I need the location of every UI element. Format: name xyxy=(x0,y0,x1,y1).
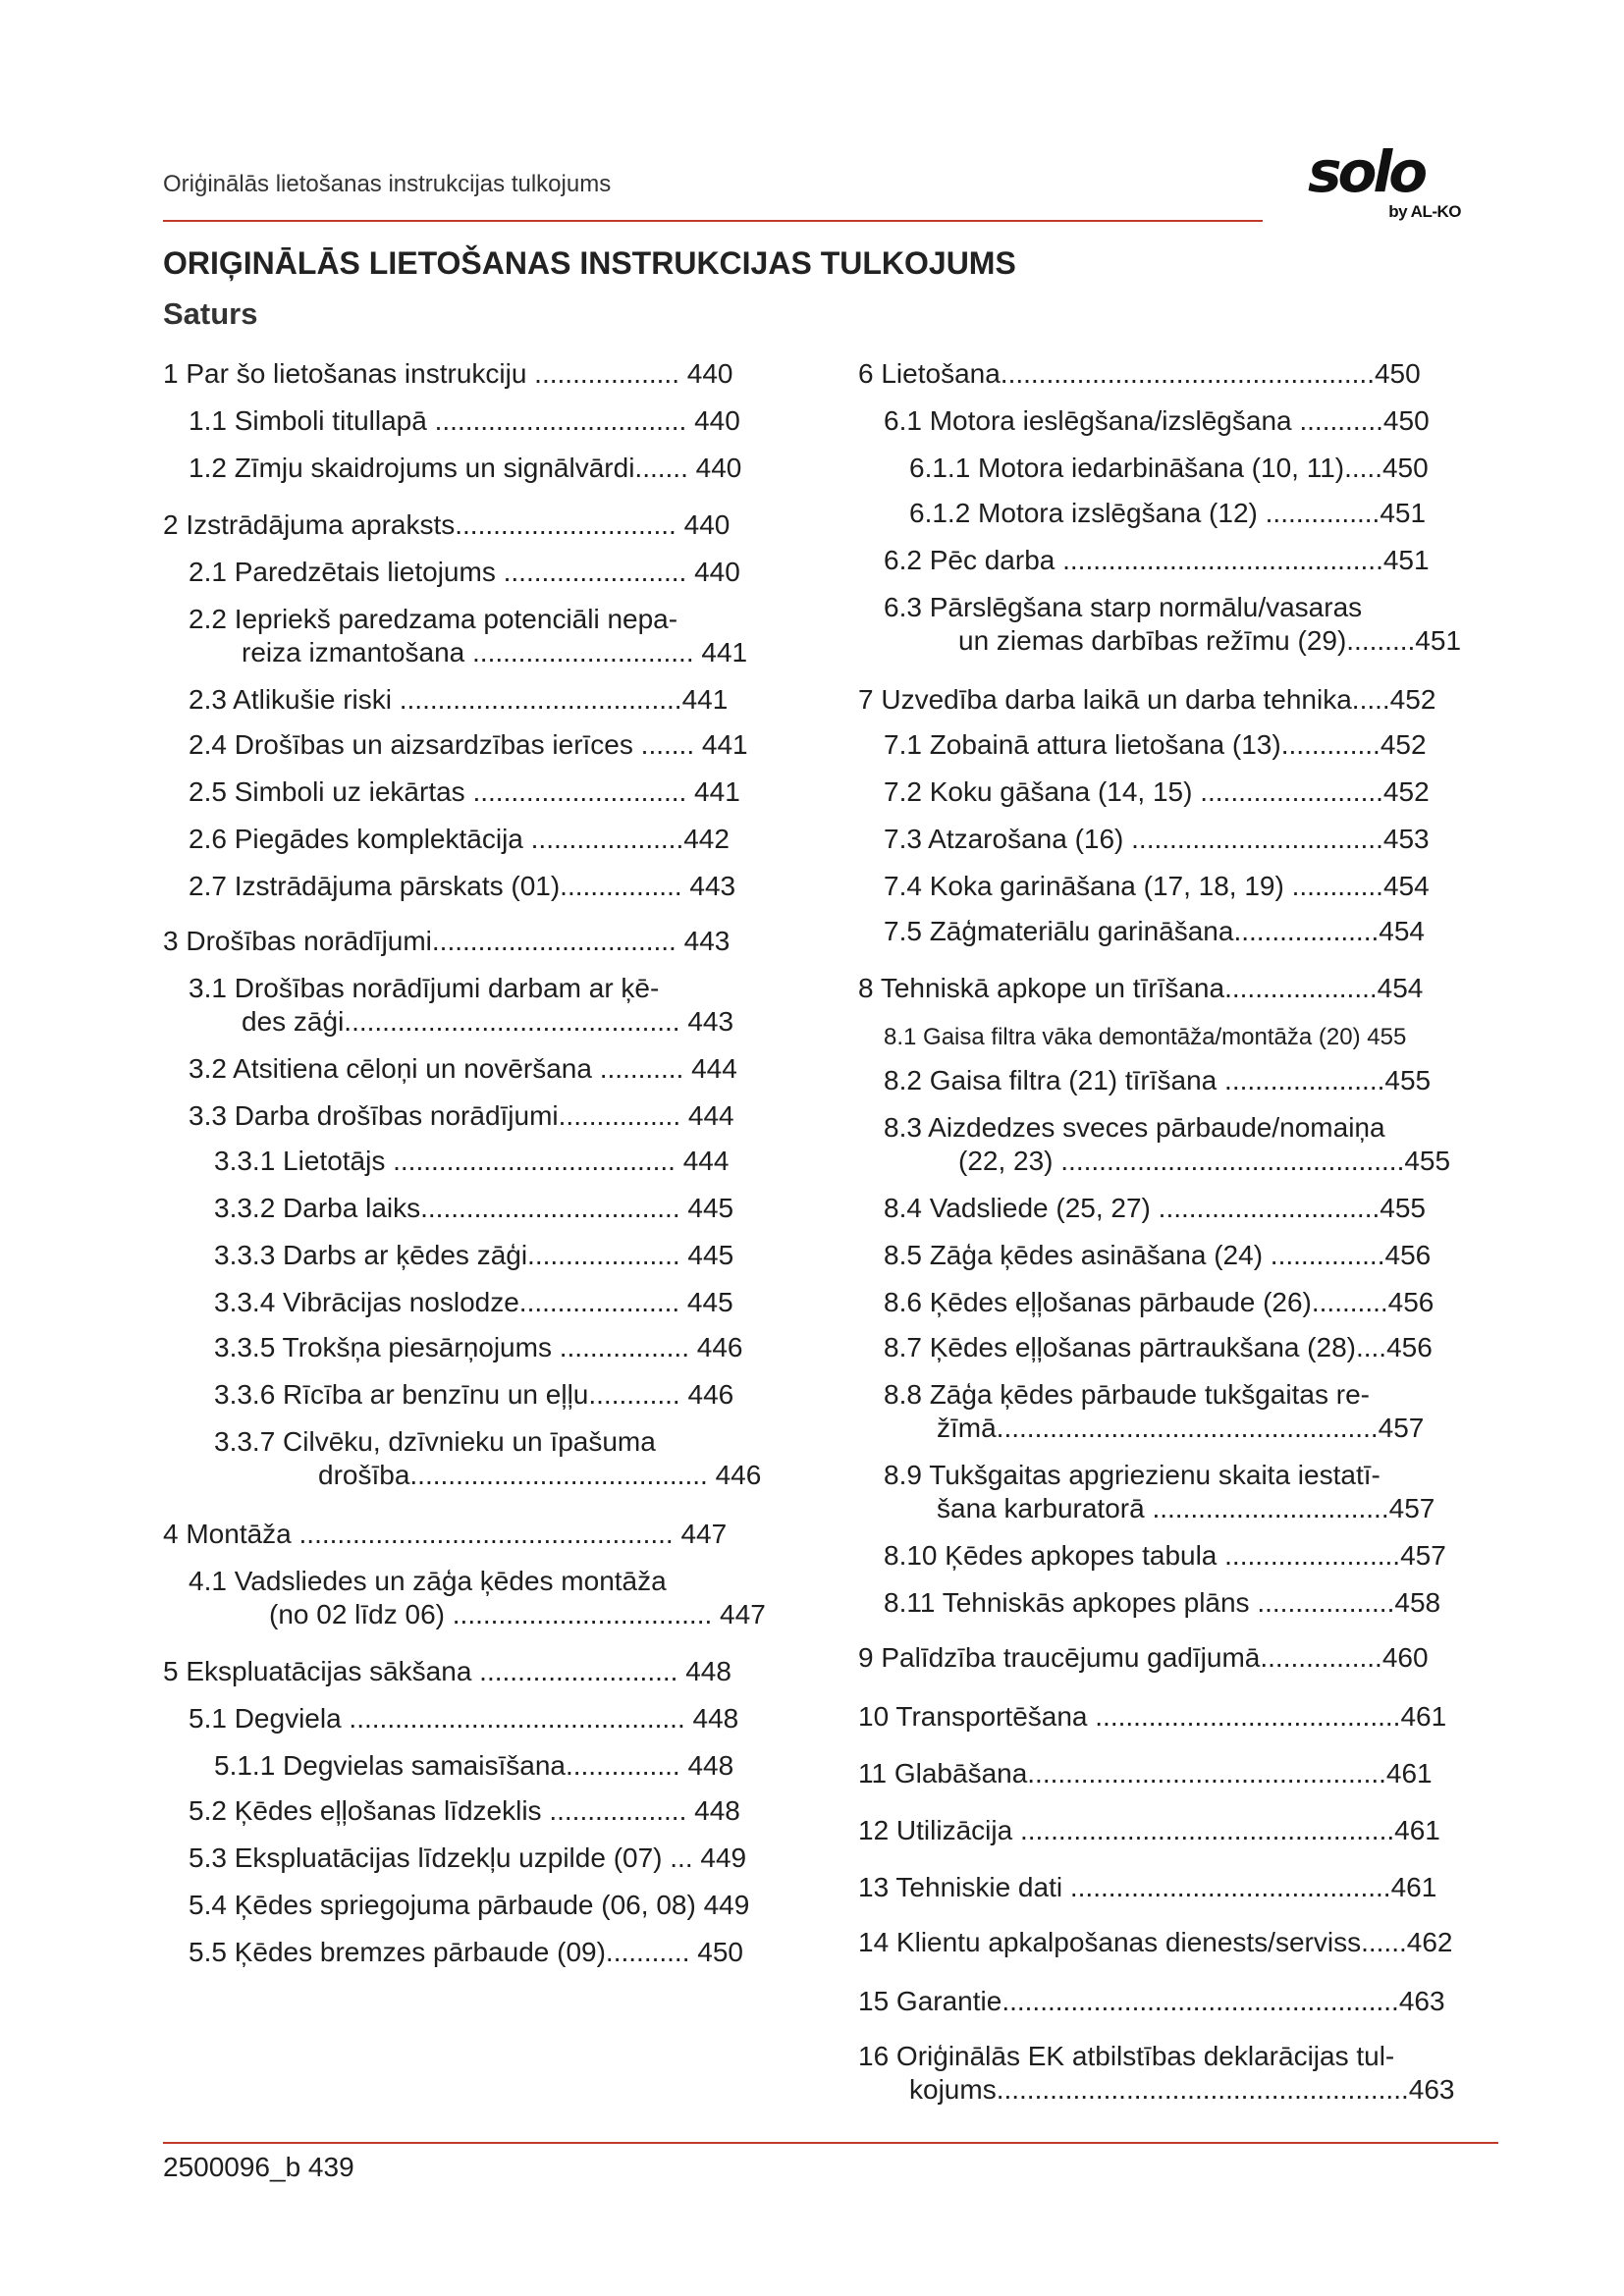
logo-wordmark: solo xyxy=(1308,138,1425,205)
toc-entry: 8.7 Ķēdes eļļošanas pārtraukšana (28)....456 xyxy=(884,1332,1433,1362)
toc-entry: 2.1 Paredzētais lietojums ........................ 440 xyxy=(189,557,740,587)
toc-entry: 3 Drošības norādījumi................................ 443 xyxy=(163,926,731,956)
toc-entry: 4 Montāža ................................................. 447 xyxy=(163,1519,728,1549)
contents-heading: Saturs xyxy=(163,296,258,331)
toc-entry: 8.11 Tehniskās apkopes plāns ..................458 xyxy=(884,1587,1441,1618)
toc-entry: 3.3.1 Lietotājs ..................................... 444 xyxy=(214,1146,730,1176)
toc-entry: 6.1 Motora ieslēgšana/izslēgšana ...........450 xyxy=(884,405,1430,436)
toc-entry: 8.1 Gaisa filtra vāka demontāža/montāža (20) 455 xyxy=(884,1024,1407,1050)
toc-entry-continuation: šana karburatorā ...............................457 xyxy=(937,1493,1435,1523)
toc-entry: 15 Garantie....................................................463 xyxy=(858,1986,1445,2016)
toc-entry: 5.3 Ekspluatācijas līdzekļu uzpilde (07) ... 449 xyxy=(189,1842,747,1873)
toc-entry: 10 Transportēšana ........................................461 xyxy=(858,1701,1447,1732)
toc-entry: 3.3.4 Vibrācijas noslodze..................... 445 xyxy=(214,1287,733,1317)
toc-entry: 8.10 Ķēdes apkopes tabula .......................457 xyxy=(884,1540,1446,1571)
toc-entry: 2.5 Simboli uz iekārtas ............................ 441 xyxy=(189,776,740,807)
toc-entry: 12 Utilizācija .................................................461 xyxy=(858,1815,1440,1845)
toc-entry: 6 Lietošana.................................................450 xyxy=(858,358,1421,389)
toc-entry: 2.7 Izstrādājuma pārskats (01)................ 443 xyxy=(189,871,736,901)
toc-entry: 2 Izstrādājuma apraksts............................. 440 xyxy=(163,509,731,540)
toc-entry: 7.2 Koku gāšana (14, 15) ........................452 xyxy=(884,776,1430,807)
toc-entry: 1.2 Zīmju skaidrojums un signālvārdi....... 440 xyxy=(189,453,742,483)
toc-entry: 1 Par šo lietošanas instrukciju ................... 440 xyxy=(163,358,733,389)
toc-entry: 8 Tehniskā apkope un tīrīšana....................454 xyxy=(858,973,1424,1003)
toc-entry: 8.2 Gaisa filtra (21) tīrīšana .....................455 xyxy=(884,1065,1432,1095)
toc-entry: 8.4 Vadsliede (25, 27) .............................455 xyxy=(884,1193,1426,1223)
toc-entry: 8.8 Zāģa ķēdes pārbaude tukšgaitas re- xyxy=(884,1379,1370,1410)
toc-entry: 6.2 Pēc darba ..........................................451 xyxy=(884,545,1430,575)
page-number: 2500096_b 439 xyxy=(163,2152,354,2182)
toc-entry: 9 Palīdzība traucējumu gadījumā................460 xyxy=(858,1642,1429,1673)
toc-entry: 2.4 Drošības un aizsardzības ierīces ....... 441 xyxy=(189,729,748,760)
toc-entry: 14 Klientu apkalpošanas dienests/serviss......462 xyxy=(858,1927,1453,1957)
document-title: ORIĢINĀLĀS LIETOŠANAS INSTRUKCIJAS TULKOJUMS xyxy=(163,245,1016,281)
running-header: Oriģinālās lietošanas instrukcijas tulkojums xyxy=(163,171,612,197)
toc-entry-continuation: des zāģi............................................ 443 xyxy=(242,1006,734,1037)
toc-entry: 3.3.3 Darbs ar ķēdes zāģi.................... 445 xyxy=(214,1240,734,1270)
toc-entry: 8.5 Zāģa ķēdes asināšana (24) ...............456 xyxy=(884,1240,1432,1270)
toc-entry: 1.1 Simboli titullapā ................................. 440 xyxy=(189,405,740,436)
header-divider xyxy=(163,220,1263,222)
toc-entry: 3.2 Atsitiena cēloņi un novēršana ........... 444 xyxy=(189,1053,737,1084)
toc-entry: 11 Glabāšana...............................................461 xyxy=(858,1758,1433,1789)
toc-entry: 3.3.6 Rīcība ar benzīnu un eļļu............ 446 xyxy=(214,1379,734,1410)
toc-entry: 5 Ekspluatācijas sākšana .......................... 448 xyxy=(163,1656,731,1686)
toc-entry: 3.3.2 Darba laiks.................................. 445 xyxy=(214,1193,734,1223)
toc-entry: 7.4 Koka garināšana (17, 18, 19) ............454 xyxy=(884,871,1430,901)
toc-entry: 3.1 Drošības norādījumi darbam ar ķē- xyxy=(189,973,660,1003)
toc-entry: 4.1 Vadsliedes un zāģa ķēdes montāža xyxy=(189,1566,667,1596)
toc-entry: 2.3 Atlikušie riski .....................................441 xyxy=(189,684,729,715)
toc-entry: 8.3 Aizdedzes sveces pārbaude/nomaiņa xyxy=(884,1112,1385,1143)
toc-entry-continuation: žīmā..................................................457 xyxy=(937,1413,1425,1443)
toc-entry: 7 Uzvedība darba laikā un darba tehnika.....452 xyxy=(858,684,1436,715)
toc-entry: 8.6 Ķēdes eļļošanas pārbaude (26)..........456 xyxy=(884,1287,1435,1317)
toc-entry: 6.1.2 Motora izslēgšana (12) ...............451 xyxy=(909,498,1427,528)
toc-entry: 5.5 Ķēdes bremzes pārbaude (09)........... 450 xyxy=(189,1937,743,1967)
toc-entry: 3.3.7 Cilvēku, dzīvnieku un īpašuma xyxy=(214,1426,656,1457)
toc-entry: 2.2 Iepriekš paredzama potenciāli nepa- xyxy=(189,604,678,634)
toc-entry: 7.3 Atzarošana (16) .................................453 xyxy=(884,824,1430,854)
toc-entry-continuation: reiza izmantošana ............................. 441 xyxy=(242,637,748,667)
toc-entry: 7.5 Zāģmateriālu garināšana...................454 xyxy=(884,916,1425,946)
logo-byline: by AL-KO xyxy=(1388,202,1461,221)
solo-logo xyxy=(1308,138,1467,224)
toc-entry: 6.1.1 Motora iedarbināšana (10, 11).....450 xyxy=(909,453,1429,483)
toc-entry: 5.4 Ķēdes spriegojuma pārbaude (06, 08) 449 xyxy=(189,1890,750,1920)
footer-divider xyxy=(163,2142,1498,2144)
toc-entry-continuation: un ziemas darbības režīmu (29).........451 xyxy=(958,625,1462,656)
toc-entry: 16 Oriģinālās EK atbilstības deklarācijas tul- xyxy=(858,2041,1395,2071)
toc-entry: 8.9 Tukšgaitas apgriezienu skaita iestatī- xyxy=(884,1460,1380,1490)
toc-entry: 2.6 Piegādes komplektācija ....................442 xyxy=(189,824,730,854)
toc-entry: 5.1 Degviela ............................................ 448 xyxy=(189,1703,739,1734)
toc-entry-continuation: drošība....................................... 446 xyxy=(318,1460,762,1490)
toc-entry: 13 Tehniskie dati ..........................................461 xyxy=(858,1872,1437,1902)
toc-entry: 3.3 Darba drošības norādījumi................ 444 xyxy=(189,1100,734,1131)
toc-entry-continuation: kojums......................................................463 xyxy=(909,2074,1455,2105)
toc-entry: 5.1.1 Degvielas samaisīšana............... 448 xyxy=(214,1750,734,1781)
toc-entry-continuation: (no 02 līdz 06) .................................. 447 xyxy=(269,1599,766,1629)
toc-entry: 6.3 Pārslēgšana starp normālu/vasaras xyxy=(884,592,1363,622)
toc-entry-continuation: (22, 23) .............................................455 xyxy=(958,1146,1451,1176)
toc-entry: 5.2 Ķēdes eļļošanas līdzeklis .................. 448 xyxy=(189,1795,740,1826)
toc-entry: 3.3.5 Trokšņa piesārņojums ................. 446 xyxy=(214,1332,743,1362)
toc-entry: 7.1 Zobainā attura lietošana (13).............452 xyxy=(884,729,1427,760)
